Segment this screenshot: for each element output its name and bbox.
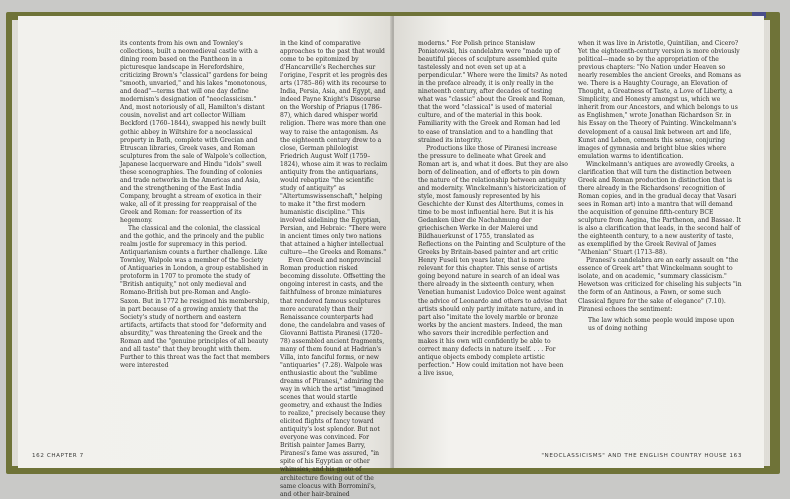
paragraph: Even Greek and nonprovincial Roman production risked becoming dissolute. Offsetting the ongoing interest in casts, and the faithfulness of bronze miniatures that rendered famous sculptures more accurately than their Renaissance counterparts had done, the candelabra and vases of Giovanni Battista Piranesi (1720–78) assembled ancient fragments, many of them found at Hadrian's Villa, into fanciful forms, or new "antiquaries" (7.28). Walpole was enthusiastic about the "sublime dreams of Piranesi," admiring the way in which the artist "imagined scenes that would startle geometry, and exhaust the Indies to realize," precisely because they elicited flights of fancy toward antiquity's lost splendor. But not everyone was convinced. For British painter James Barry, Piranesi's fame was assured, "in spite of his Egyptian or other whimsies, and his gusto of architecture flowing out of the same cloacus with Borromini's, and other hair-brained xyxy=(280,257,386,498)
page-number-right: "NEOCLASSICISMS" AND THE ENGLISH COUNTRY HOUSE 163 xyxy=(541,453,742,459)
paragraph: The classical and the colonial, the classical and the gothic, and the princely and the public realm jostle for supremacy in this period. Antiquarianism counts a further challenge. Like Townley, Walpole was a member of the Society of Antiquaries in London, a group established in protoform in 1707 to promote the study of "British antiquity," not only medieval and Romano-British but pre-Roman and Anglo-Saxon. But in 1772 he resigned his membership, in part because of a growing anxiety that the Society's study of northern and eastern artifacts, artifacts that stood for "deformity and absurdity," was threatening the Greek and the Roman and the "genuine principles of all beauty and all taste" that they brought with them. Further to this threat was the fact that members were interested xyxy=(120,225,270,369)
page-edges-right xyxy=(764,20,770,466)
paragraph: Productions like those of Piranesi increase the pressure to delineate what Greek and Roman art is, and what it does. But they are also born of delineation, and of efforts to pin down the nature of the relationship between antiquity and modernity. Winckelmann's historicization of style, most famously represented by his Geschichte der Kunst des Alterthums, comes in time to be most influential here. But it is his Gedanken über die Nachahmung der griechischen Werke in der Malerei und Bildhauerkunst of 1755, translated as Reflections on the Painting and Sculpture of the Greeks by Britain-based painter and art critic Henry Fuseli ten years later, that is more relevant for this chapter. This sense of artists going beyond nature in search of an ideal was there already in the sixteenth century, when Venetian humanist Ludovico Dolce went against the advice of Leonardo and others to advise that artists should only partly imitate nature, and in part also "imitate the lovely marble or bronze works by the ancient masters. Indeed, the man who savors their incredible perfection and makes it his own will confidently be able to correct many defects in nature itself. . . . For antique objects embody complete artistic perfection." How could imitation not have been a live issue, xyxy=(418,144,568,377)
paragraph: its contents from his own and Townley's collections, built a neomedieval castle with a dining room based on the Pantheon in a picturesque landscape in Herefordshire, criticizing Brown's "classical" gardens for being "smooth, unvaried," and his lakes "monotonous, and dead"—terms that will one day define modernism's designation of "neoclassicism." And, most notoriously of all, Hamilton's distant cousin, novelist and art collector William Beckford (1760–1844), swapped his newly built gothic abbey in Wiltshire for a neoclassical property in Bath, complete with Grecian and Etruscan libraries, Greek vases, and Roman sculptures from the sale of Walpole's collection, Japanese lacquerware and Hindu "idols" swell these scenographies. The founding of colonies and trade networks in the Americas and Asia, and the strengthening of the East India Company, brought a stream of exotica in their wake, all of it pressing for reappraisal of the Greek and Roman: for reassertion of its hegemony. xyxy=(120,40,268,225)
right-page xyxy=(394,16,764,468)
left-page xyxy=(18,16,392,498)
right-column-2 xyxy=(578,40,742,450)
left-column-2 xyxy=(280,40,388,498)
right-column-1 xyxy=(418,40,568,450)
paragraph: Piranesi's candelabra are an early assault on "the essence of Greek art" that Winckelmann sought to isolate, and on academic, "summary classicism." Hewetson was criticized for chiseling his subjects "in the form of an Antinous, a Fawn, or some such Classical figure for the sake of elegance" (7.10). Piranesi echoes the sentiment: xyxy=(578,257,742,313)
paragraph: in the kind of comparative approaches to the past that would come to be epitomized by d'Hancarville's Recherches sur l'origine, l'esprit et les progrès des arts (1785–86) with its recourse to India, Persia, Asia, and Egypt, and indeed Payne Knight's Discourse on the Worship of Priapus (1786–87), which dared whisper world religion. There was more than one way to raise the antagonism. As the eighteenth century drew to a close, German philologist Friedrich August Wolf (1759–1824), whose aim it was to reclaim antiquity from the antiquarians, would rebaptize "the scientific study of antiquity" as "Altertumswissenschaft," helping to make it "the first modern humanistic discipline." This involved sidelining the Egyptian, Persian, and Hebraic: "There were in ancient times only two nations that attained a higher intellectual culture—the Greeks and Romans." xyxy=(280,40,388,257)
left-column-1 xyxy=(120,40,270,450)
block-quote: The law which some people would impose upon us of doing nothing xyxy=(588,316,735,332)
paragraph: moderns." For Polish prince Stanisław Poniatowski, his candelabra were "made up of beautiful pieces of sculpture assembled quite tastelessly and not even set up at a perpendicular." Where were the limits? As noted in the preface already, it is only really in the nineteenth century, after decades of testing what was "classic" about the Greek and Roman, that the word "classical" is used of material culture, and of the material in this book. Familiarity with the Greek and Roman had led to ease of translation and to a handling that strained its integrity. xyxy=(418,40,568,144)
paragraph: when it was live in Aristotle, Quintilian, and Cicero? Yet the eighteenth-century version is more obviously political—made so by the appropriation of the previous chapters: "No Nation under Heaven so nearly resembles the ancient Greeks, and Romans as we. There is a Haughty Courage, an Elevation of Thought, a Greatness of Taste, a Love of Liberty, a Simplicity, and Honesty amongst us, which we inherit from our Ancestors, and which belongs to us as Englishmen," wrote Jonathan Richardson Sr. in his Essay on the Theory of Painting. Winckelmann's development of a causal link between art and life, Kunst and Leben, cements this sense, conjuring images of gymnasia and bright blue skies where emulation warms to identification. xyxy=(578,40,741,160)
paragraph: Winckelmann's antiques are avowedly Greeks, a clarification that will turn the distinction between Greek and Roman production in distinction that is there already in the Richardsons' recognition of Roman copies, and in the gradual decay that Vasari sees in Roman art) into a mantra that will demand the acquisition of genuine fifth-century BCE sculpture from Aegina, the Parthenon, and Bassae. It is also a clarification that leads, in the second half of the eighteenth century, to a new austerity of taste, as exemplified by the Greek Revival of James "Athenian" Stuart (1713–88). xyxy=(578,160,742,257)
page-number-left: 162 CHAPTER 7 xyxy=(32,453,84,459)
